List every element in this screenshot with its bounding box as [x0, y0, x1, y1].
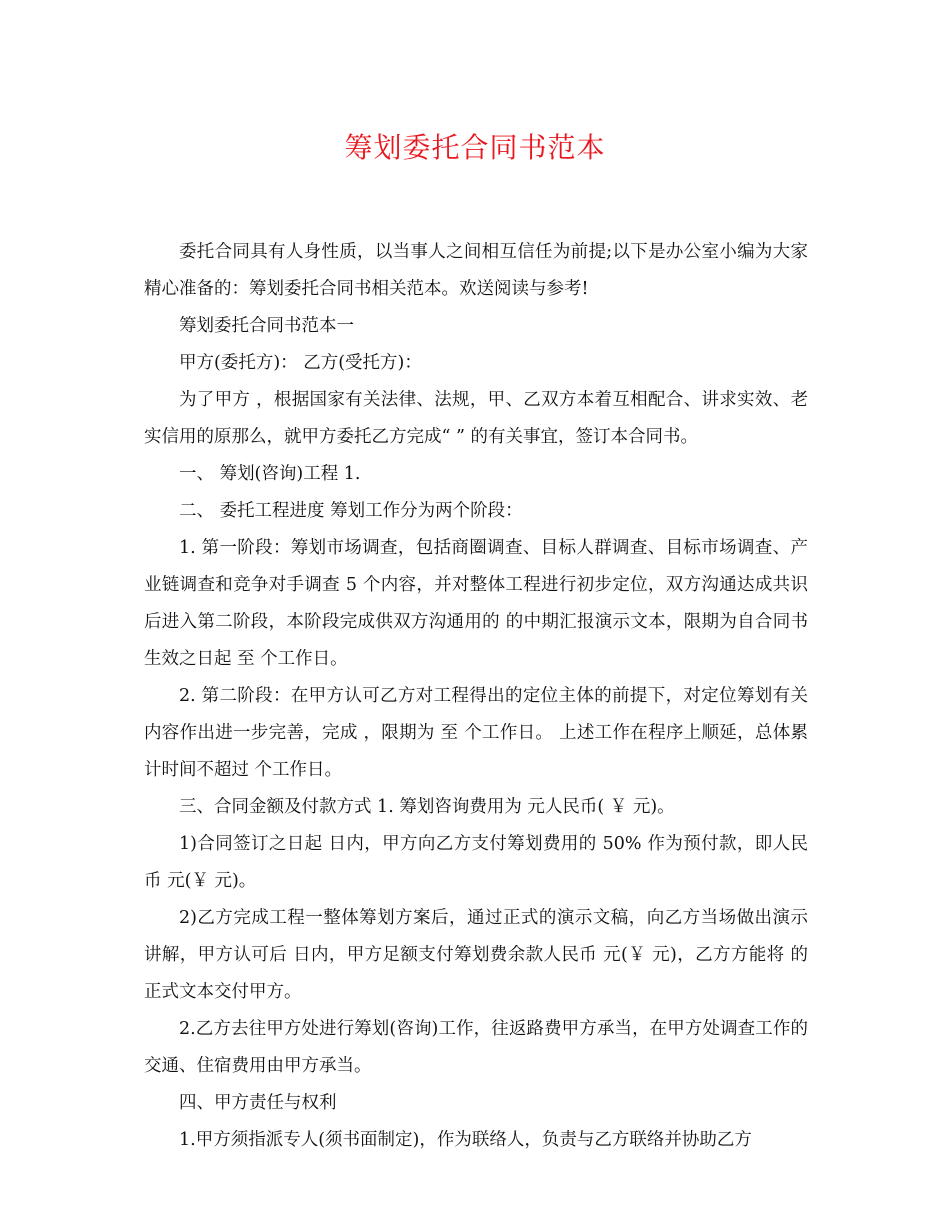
document-title: 筹划委托合同书范本 [344, 131, 606, 164]
clause-3-item-1: 1)合同签订之日起 日内，甲方向乙方支付筹划费用的 50% 作为预付款，即人民币 元(￥ 元)。 [144, 834, 808, 891]
clause-4-item-1: 1.甲方须指派专人(须书面制定)，作为联络人，负责与乙方联络并协助乙方 [179, 1130, 752, 1150]
contract-purpose: 为了甲方 ，根据国家有关法律、法规，甲、乙双方本着互相配合、讲求实效、老实信用的原那么，就甲方委托乙方完成“ ” 的有关事宜，签订本合同书。 [144, 390, 808, 447]
parties-line: 甲方(委托方)： 乙方(受托方)： [179, 353, 422, 373]
clause-2-stage-2: 2. 第二阶段：在甲方认可乙方对工程得出的定位主体的前提下，对定位筹划有关内容作出进一步完善，完成 ，限期为 至 个工作日。 上述工作在程序上顺延，总体累计时间不超过 个工作日。 [144, 686, 808, 780]
clause-3-item-3: 2.乙方去往甲方处进行筹划(咨询)工作，往返路费甲方承当，在甲方处调查工作的交通、住宿费用由甲方承当。 [144, 1019, 808, 1076]
clause-3-item-2: 2)乙方完成工程一整体筹划方案后，通过正式的演示文稿，向乙方当场做出演示讲解，甲方认可后 日内，甲方足额支付筹划费余款人民币 元(￥ 元)，乙方方能将 的正式文本交付甲方。 [144, 908, 808, 1002]
clause-3: 三、合同金额及付款方式 1. 筹划咨询费用为 元人民币( ￥ 元)。 [179, 797, 675, 817]
document-body [144, 234, 808, 1159]
clause-2: 二、 委托工程进度 筹划工作分为两个阶段： [179, 501, 523, 521]
clause-4: 四、甲方责任与权利 [179, 1093, 337, 1113]
clause-1: 一、 筹划(咨询)工程 1. [179, 464, 361, 484]
clause-2-stage-1: 1. 第一阶段：筹划市场调查，包括商圈调查、目标人群调查、目标市场调查、产业链调查和竞争对手调查 5 个内容，并对整体工程进行初步定位，双方沟通达成共识后进入第二阶段，本阶段完成供双方沟通用的 的中期汇报演示文本，限期为自合同书生效之日起 至 个工作日。 [144, 538, 808, 669]
section-heading: 筹划委托合同书范本一 [179, 316, 354, 336]
intro-paragraph: 委托合同具有人身性质，以当事人之间相互信任为前提;以下是办公室小编为大家精心准备的：筹划委托合同书相关范本。欢送阅读与参考! [144, 242, 808, 299]
